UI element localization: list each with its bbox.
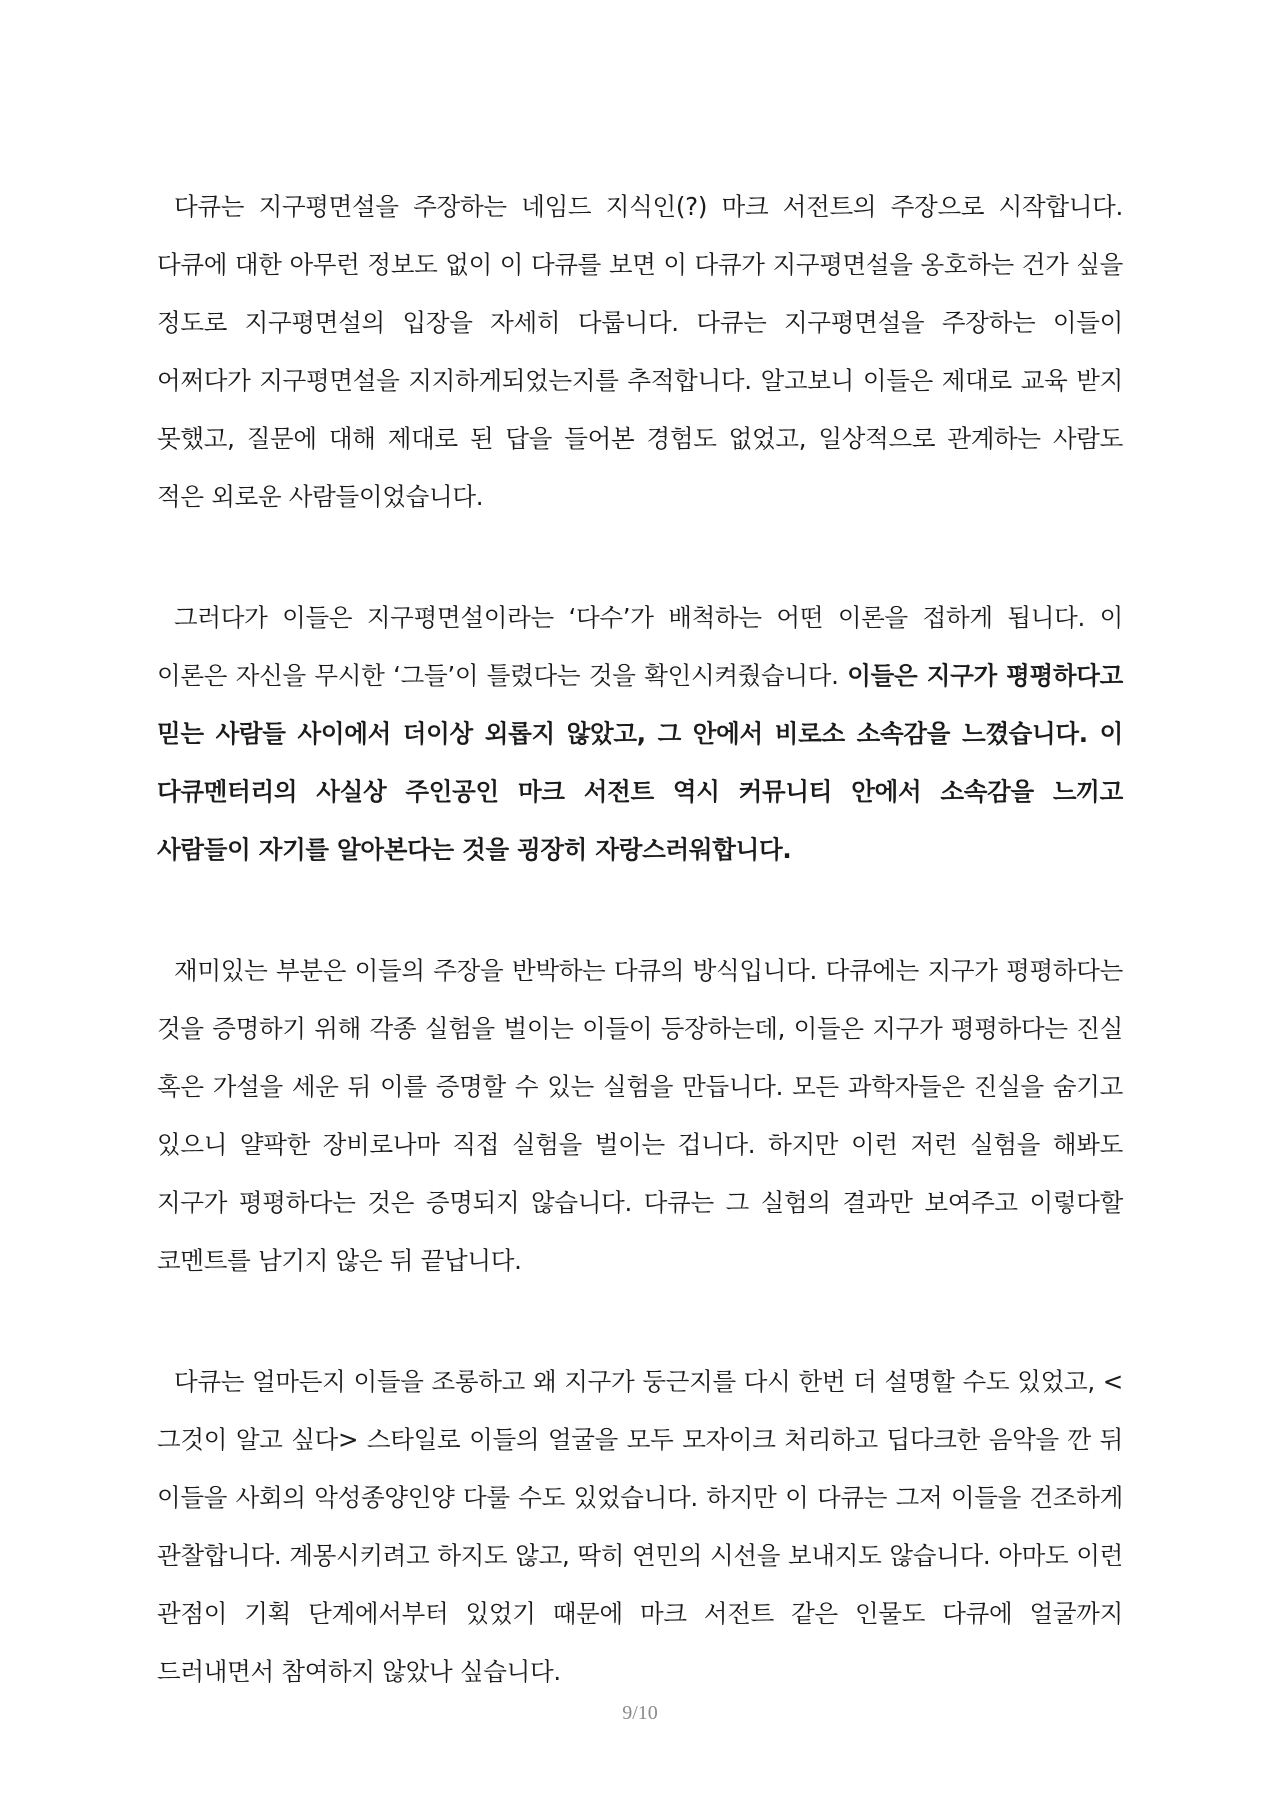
paragraph-4: [157, 1353, 1123, 1701]
paragraph-3: [157, 942, 1123, 1290]
paragraph-2-bold-text: 이들은 지구가 평평하다고 믿는 사람들 사이에서 더이상 외롭지 않았고, 그 안에서 비로소 소속감을 느꼈습니다. 이 다큐멘터리의 사실상 주인공인 마크 서전트 역시 커뮤니티 안에서 소속감을 느끼고 사람들이 자기를 알아본다는 것을 굉장히 자랑스러워합니다.: [157, 661, 1124, 864]
paragraph-2-text: 그러다가 이들은 지구평면설이라는 ‘다수’가 배척하는 어떤 이론을 접하게 됩니다. 이 이론은 자신을 무시한 ‘그들’이 틀렸다는 것을 확인시켜줬습니다.: [157, 603, 1123, 690]
paragraph-4-text: 다큐는 얼마든지 이들을 조롱하고 왜 지구가 둥근지를 다시 한번 더 설명할 수도 있었고, <그것이 알고 싶다> 스타일로 이들의 얼굴을 모두 모자이크 처리하고 딥다크한 음악을 깐 뒤 이들을 사회의 악성종양인양 다룰 수도 있었습니다. 하지만 이 다큐는 그저 이들을 건조하게 관찰합니다. 계몽시키려고 하지도 않고, 딱히 연민의 시선을 보내지도 않습니다. 아마도 이런 관점이 기획 단계에서부터 있었기 때문에 마크 서전트 같은 인물도 다큐에 얼굴까지 드러내면서 참여하지 않았나 싶습니다.: [157, 1367, 1123, 1686]
paragraph-2: [157, 589, 1123, 879]
paragraph-1: [157, 178, 1123, 526]
paragraph-3-text: 재미있는 부분은 이들의 주장을 반박하는 다큐의 방식입니다. 다큐에는 지구가 평평하다는 것을 증명하기 위해 각종 실험을 벌이는 이들이 등장하는데, 이들은 지구가 평평하다는 진실 혹은 가설을 세운 뒤 이를 증명할 수 있는 실험을 만듭니다. 모든 과학자들은 진실을 숨기고 있으니 얄팍한 장비로나마 직접 실험을 벌이는 겁니다. 하지만 이런 저런 실험을 해봐도 지구가 평평하다는 것은 증명되지 않습니다. 다큐는 그 실험의 결과만 보여주고 이렇다할 코멘트를 남기지 않은 뒤 끝납니다.: [157, 956, 1123, 1275]
paragraph-1-text: 다큐는 지구평면설을 주장하는 네임드 지식인(?) 마크 서전트의 주장으로 시작합니다. 다큐에 대한 아무런 정보도 없이 이 다큐를 보면 이 다큐가 지구평면설을 옹호하는 건가 싶을 정도로 지구평면설의 입장을 자세히 다룹니다. 다큐는 지구평면설을 주장하는 이들이 어쩌다가 지구평면설을 지지하게되었는지를 추적합니다. 알고보니 이들은 제대로 교육 받지 못했고, 질문에 대해 제대로 된 답을 들어본 경험도 없었고, 일상적으로 관계하는 사람도 적은 외로운 사람들이었습니다.: [157, 192, 1123, 511]
page-number: 9/10: [622, 1702, 658, 1724]
document-body: [157, 178, 1123, 1764]
